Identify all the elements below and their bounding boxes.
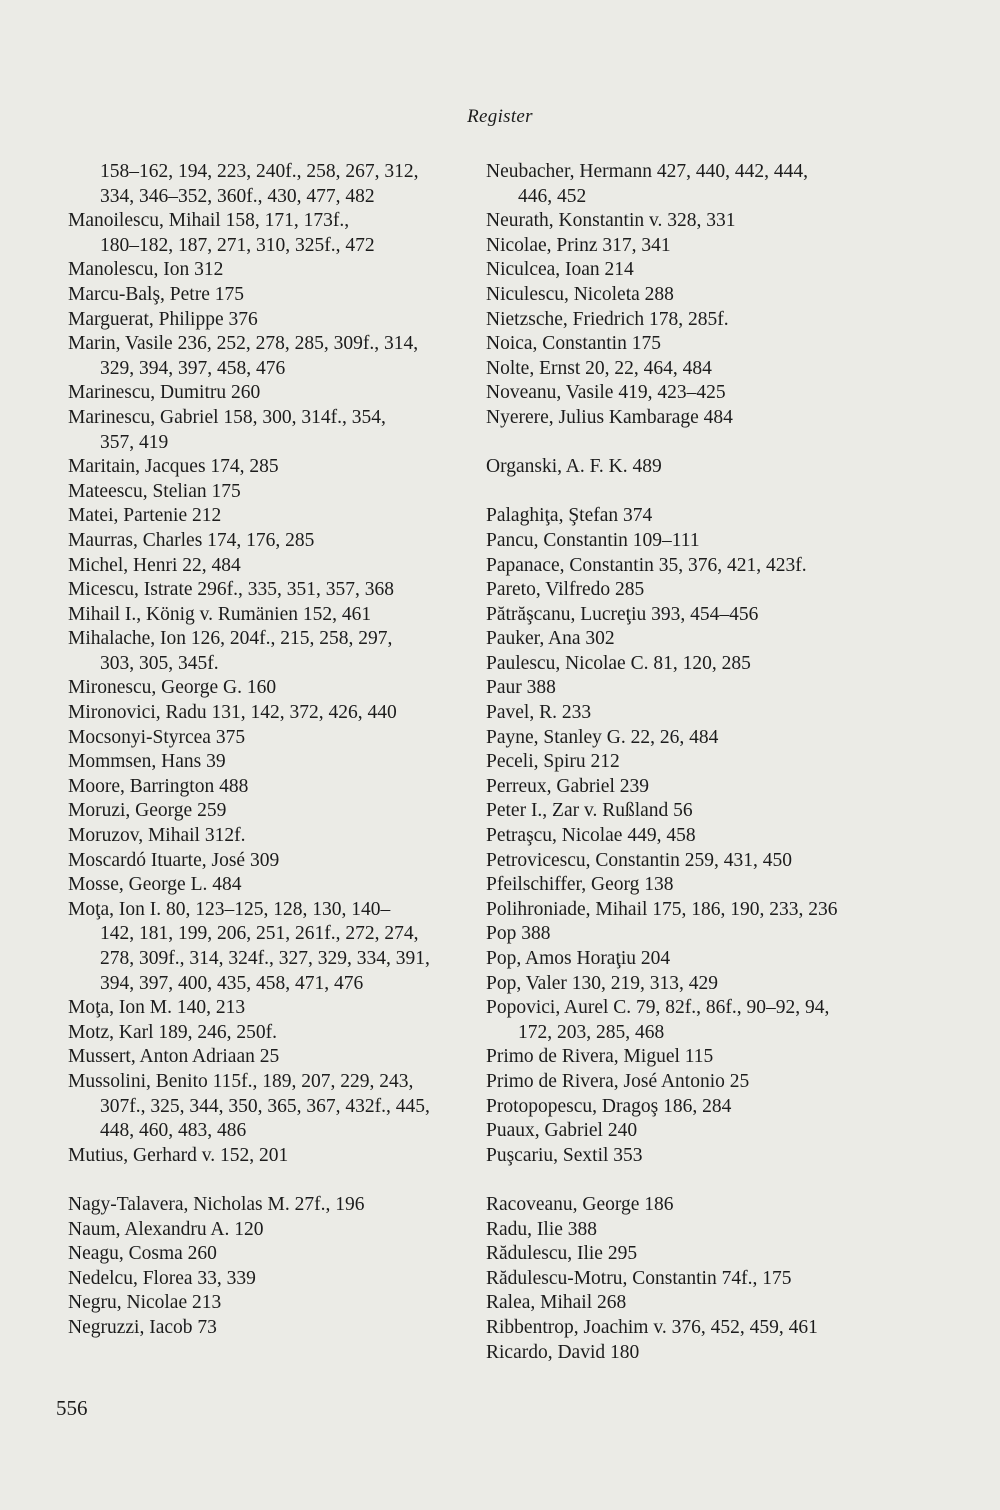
index-entry-line: Puaux, Gabriel 240: [486, 1120, 638, 1142]
index-entry-line: Neagu, Cosma 260: [68, 1243, 217, 1265]
index-entry-line: Niculcea, Ioan 214: [486, 259, 634, 281]
index-entry-line: Marinescu, Dumitru 260: [68, 382, 261, 404]
index-entry-continuation: 303, 305, 345f.: [100, 652, 219, 674]
index-entry-line: Nagy-Talavera, Nicholas M. 27f., 196: [68, 1193, 365, 1215]
index-entry-continuation: 448, 460, 483, 486: [100, 1120, 247, 1142]
index-entry-line: Nedelcu, Florea 33, 339: [68, 1267, 256, 1289]
index-entry: [68, 554, 463, 579]
index-entry-line: Michel, Henri 22, 484: [68, 554, 241, 576]
index-entry: [486, 529, 906, 554]
index-entry: [486, 1070, 906, 1095]
index-entry-line: Niculescu, Nicoleta 288: [486, 283, 674, 305]
index-entry-line: Racoveanu, George 186: [486, 1193, 674, 1215]
index-entry-continuation: 180–182, 187, 271, 310, 325f., 472: [100, 234, 375, 256]
index-entry-line: Moruzi, George 259: [68, 800, 227, 822]
index-entry-continuation: 172, 203, 285, 468: [518, 1021, 665, 1043]
index-entry: [68, 1242, 463, 1267]
index-entry-line: Mommsen, Hans 39: [68, 751, 226, 773]
index-entry: [68, 578, 463, 603]
index-entry-line: Negru, Nicolae 213: [68, 1292, 222, 1314]
index-entry: [68, 750, 463, 775]
index-entry: [486, 676, 906, 701]
index-entry: [68, 308, 463, 333]
index-entry-line: Primo de Rivera, José Antonio 25: [486, 1070, 750, 1092]
index-entry-line: Rădulescu, Ilie 295: [486, 1243, 638, 1265]
index-entry: [68, 406, 463, 455]
index-entry-line: Mironescu, George G. 160: [68, 677, 277, 699]
index-entry: [68, 209, 463, 258]
index-entry-line: Motz, Karl 189, 246, 250f.: [68, 1021, 278, 1043]
index-entry-line: Maritain, Jacques 174, 285: [68, 456, 279, 478]
index-entry: [486, 381, 906, 406]
index-entry: [68, 332, 463, 381]
index-entry: [486, 972, 906, 997]
index-entry-line: Neubacher, Hermann 427, 440, 442, 444,: [486, 161, 808, 182]
index-entry-line: 158–162, 194, 223, 240f., 258, 267, 312,: [100, 161, 419, 182]
index-entry-continuation: 446, 452: [518, 185, 587, 207]
index-entry-line: Pop, Valer 130, 219, 313, 429: [486, 972, 719, 994]
index-entry: [68, 726, 463, 751]
index-entry: [486, 209, 906, 234]
index-entry: [68, 1193, 463, 1218]
index-entry-line: Peceli, Spiru 212: [486, 751, 620, 773]
index-entry: [68, 283, 463, 308]
index-entry: [486, 849, 906, 874]
index-entry: [486, 603, 906, 628]
index-entry-line: Paulescu, Nicolae C. 81, 120, 285: [486, 652, 751, 674]
index-entry-line: Pfeilschiffer, Georg 138: [486, 874, 674, 896]
index-entry-line: Nyerere, Julius Kambarage 484: [486, 406, 733, 428]
index-entry: [486, 922, 906, 947]
section-gap: [68, 1168, 463, 1193]
running-header: Register: [467, 106, 533, 127]
index-entry: [486, 996, 906, 1045]
index-entry-line: Radu, Ilie 388: [486, 1218, 598, 1240]
index-entry: [486, 578, 906, 603]
index-entry-line: Manolescu, Ion 312: [68, 259, 224, 281]
index-entry-line: Pancu, Constantin 109–111: [486, 529, 700, 551]
index-entry-line: Marin, Vasile 236, 252, 278, 285, 309f., 314,: [68, 333, 419, 355]
index-entry-line: Mocsonyi-Styrcea 375: [68, 726, 246, 748]
index-entry: [68, 1316, 463, 1341]
section-gap: [486, 431, 906, 456]
index-entry: [486, 726, 906, 751]
index-entry-line: Mosse, George L. 484: [68, 874, 242, 896]
index-entry: [486, 873, 906, 898]
index-entry-line: Rădulescu-Motru, Constantin 74f., 175: [486, 1267, 792, 1289]
index-entry: [68, 1218, 463, 1243]
index-entry-line: Pavel, R. 233: [486, 702, 592, 724]
index-entry: [68, 627, 463, 676]
index-entry-line: Pop 388: [486, 923, 551, 945]
index-entry-line: Naum, Alexandru A. 120: [68, 1218, 264, 1240]
index-entry-line: Neurath, Konstantin v. 328, 331: [486, 210, 736, 232]
index-entry: [486, 1291, 906, 1316]
index-entry-line: Marcu-Balş, Petre 175: [68, 283, 244, 305]
index-entry: [68, 898, 463, 996]
index-entry: [486, 1193, 906, 1218]
index-entry: [68, 480, 463, 505]
index-entry-line: Mihalache, Ion 126, 204f., 215, 258, 297,: [68, 628, 393, 650]
index-entry-continuation: 357, 419: [100, 431, 169, 453]
index-entry: [68, 455, 463, 480]
index-entry-line: Organski, A. F. K. 489: [486, 456, 662, 478]
index-entry: [486, 357, 906, 382]
index-entry-line: Pătrăşcanu, Lucreţiu 393, 454–456: [486, 603, 759, 625]
index-entry: [486, 1095, 906, 1120]
index-entry: [486, 554, 906, 579]
index-entry-line: Nicolae, Prinz 317, 341: [486, 234, 671, 256]
index-entry-line: Mutius, Gerhard v. 152, 201: [68, 1144, 289, 1166]
index-entry: [486, 824, 906, 849]
index-entry: [486, 750, 906, 775]
index-entry-line: Protopopescu, Dragoş 186, 284: [486, 1095, 732, 1117]
index-entry: [486, 898, 906, 923]
index-entry-continuation: 278, 309f., 314, 324f., 327, 329, 334, 391,: [100, 948, 430, 969]
index-entry-line: Marinescu, Gabriel 158, 300, 314f., 354,: [68, 406, 386, 428]
index-entry: [68, 996, 463, 1021]
index-entry-line: Nolte, Ernst 20, 22, 464, 484: [486, 357, 712, 379]
index-entry: [486, 332, 906, 357]
index-entry-line: Matei, Partenie 212: [68, 505, 222, 527]
index-entry-line: Primo de Rivera, Miguel 115: [486, 1046, 714, 1068]
index-entry: [486, 1119, 906, 1144]
index-entry: [68, 775, 463, 800]
index-entry: [486, 1144, 906, 1169]
index-entry-line: Puşcariu, Sextil 353: [486, 1144, 643, 1166]
index-entry-line: Noveanu, Vasile 419, 423–425: [486, 382, 726, 404]
index-entry-continuation: 307f., 325, 344, 350, 365, 367, 432f., 445,: [100, 1095, 430, 1117]
index-entry: [68, 1045, 463, 1070]
index-entry-line: Maurras, Charles 174, 176, 285: [68, 529, 315, 551]
index-entry: [68, 1021, 463, 1046]
index-entry: [68, 504, 463, 529]
section-gap: [486, 1168, 906, 1193]
index-entry-line: Mironovici, Radu 131, 142, 372, 426, 440: [68, 702, 397, 724]
index-entry: [68, 1144, 463, 1169]
index-entry-line: Palaghiţa, Ştefan 374: [486, 505, 653, 527]
index-entry-line: Mussolini, Benito 115f., 189, 207, 229, 243,: [68, 1070, 414, 1092]
index-entry-line: Moţa, Ion M. 140, 213: [68, 997, 246, 1019]
index-entry: [486, 775, 906, 800]
index-entry-line: Peter I., Zar v. Rußland 56: [486, 800, 693, 822]
index-entry: [486, 701, 906, 726]
index-entry: [68, 873, 463, 898]
index-entry-line: Mussert, Anton Adriaan 25: [68, 1046, 280, 1068]
index-entry-continuation: 329, 394, 397, 458, 476: [100, 357, 286, 379]
index-entry: [68, 381, 463, 406]
index-column-right: [486, 160, 906, 1365]
index-entry: [486, 947, 906, 972]
index-entry-line: Ricardo, David 180: [486, 1341, 640, 1363]
index-entry-continuation: 334, 346–352, 360f., 430, 477, 482: [100, 185, 375, 207]
index-entry: [68, 824, 463, 849]
index-entry: [486, 1218, 906, 1243]
index-entry-line: Papanace, Constantin 35, 376, 421, 423f.: [486, 554, 807, 576]
index-entry-line: Negruzzi, Iacob 73: [68, 1316, 217, 1338]
index-entry-line: Petraşcu, Nicolae 449, 458: [486, 825, 696, 847]
index-entry-line: Ralea, Mihail 268: [486, 1292, 627, 1314]
index-entry-line: Perreux, Gabriel 239: [486, 775, 649, 797]
index-entry-line: Nietzsche, Friedrich 178, 285f.: [486, 308, 729, 330]
index-entry-line: Manoilescu, Mihail 158, 171, 173f.,: [68, 210, 350, 232]
index-entry-line: Paur 388: [486, 677, 556, 699]
index-entry: [486, 1045, 906, 1070]
index-entry: [68, 676, 463, 701]
index-entry: [486, 234, 906, 259]
index-entry: [68, 529, 463, 554]
index-entry: [68, 1291, 463, 1316]
index-entry-line: Mihail I., König v. Rumänien 152, 461: [68, 603, 372, 625]
index-entry-line: Polihroniade, Mihail 175, 186, 190, 233, 236: [486, 898, 838, 920]
index-entry-line: Moţa, Ion I. 80, 123–125, 128, 130, 140–: [68, 898, 391, 920]
page-number: 556: [56, 1396, 88, 1420]
index-entry-continuation: 394, 397, 400, 435, 458, 471, 476: [100, 972, 364, 994]
index-entry-line: Pop, Amos Horaţiu 204: [486, 948, 671, 969]
index-entry-line: Moruzov, Mihail 312f.: [68, 825, 246, 847]
index-entry: [68, 701, 463, 726]
index-entry-line: Petrovicescu, Constantin 259, 431, 450: [486, 849, 793, 871]
index-entry: [486, 1341, 906, 1366]
index-entry: [68, 258, 463, 283]
index-entry-line: Ribbentrop, Joachim v. 376, 452, 459, 461: [486, 1316, 818, 1338]
index-entry-line: Pauker, Ana 302: [486, 628, 615, 650]
index-entry: [486, 308, 906, 333]
index-entry-line: Mateescu, Stelian 175: [68, 480, 241, 502]
index-entry: [486, 1242, 906, 1267]
index-entry: [68, 849, 463, 874]
index-entry: [68, 1267, 463, 1292]
index-entry: [68, 799, 463, 824]
index-entry: [68, 1070, 463, 1144]
index-entry: [68, 603, 463, 628]
index-entry: [486, 504, 906, 529]
index-entry-line: Moore, Barrington 488: [68, 775, 249, 797]
section-gap: [486, 480, 906, 505]
index-entry: [486, 1267, 906, 1292]
index-entry: [486, 455, 906, 480]
index-column-left: [68, 160, 463, 1341]
index-entry: [486, 406, 906, 431]
index-entry: [486, 258, 906, 283]
index-entry: [486, 799, 906, 824]
index-entry-line: Popovici, Aurel C. 79, 82f., 86f., 90–92, 94,: [486, 997, 830, 1019]
index-entry-line: Micescu, Istrate 296f., 335, 351, 357, 368: [68, 579, 395, 601]
index-entry: [486, 627, 906, 652]
index-entry-continuation: 142, 181, 199, 206, 251, 261f., 272, 274,: [100, 923, 419, 945]
index-entry-line: Moscardó Ituarte, José 309: [68, 849, 280, 871]
index-entry: [486, 652, 906, 677]
index-entry-line: Marguerat, Philippe 376: [68, 308, 258, 330]
index-entry-line: Noica, Constantin 175: [486, 333, 661, 355]
index-entry: [486, 1316, 906, 1341]
index-entry: [486, 160, 906, 209]
index-entry: [486, 283, 906, 308]
index-entry-line: Payne, Stanley G. 22, 26, 484: [486, 726, 719, 748]
index-entry-line: Pareto, Vilfredo 285: [486, 579, 645, 601]
index-entry: [68, 160, 463, 209]
